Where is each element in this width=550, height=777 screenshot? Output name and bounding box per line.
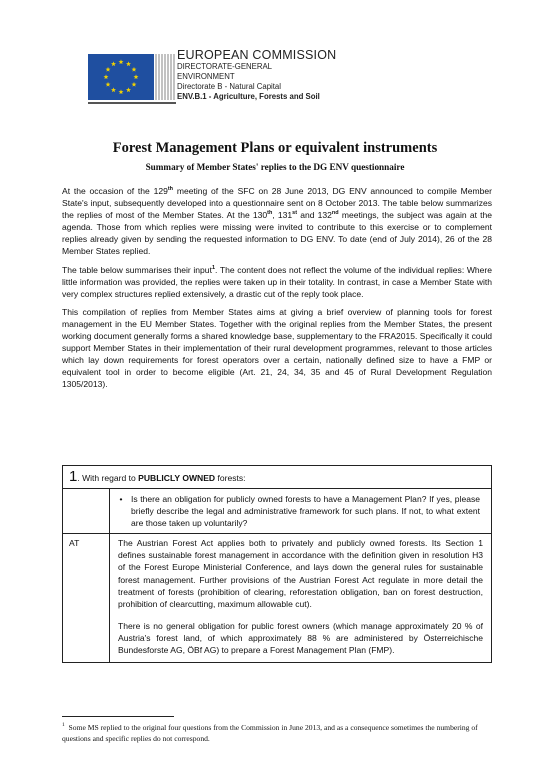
introduction-body <box>62 185 492 397</box>
empty-cell <box>63 489 110 534</box>
answer-country: AT <box>63 534 110 663</box>
answer-paragraph-1: The Austrian Forest Act applies both to privately and publicly owned forests. Its Section 1 defines sustainable forest management in accordance with the definition given in resolution H3 of the Forest Europe Ministerial Conference, and lays down the general rules for sustainable forest management. Further provisions of the Austrian Forest Act regulate in more detail the treatment of forests (prohibition of clearing, reforestation obligation, ban on forest destruction, prohibition of clearcutting, maximum allowable cut). <box>118 538 483 609</box>
footnote-marker: 1 <box>62 722 65 728</box>
intro-paragraph-2 <box>62 264 492 300</box>
question-intro-end: forests: <box>215 473 246 483</box>
question-intro <box>77 473 245 483</box>
question-table <box>62 465 492 663</box>
answer-paragraph-2: There is no general obligation for public forest owners (which manage approximately 20 % of Austria's forest land, of which approximately 88 % are administered by Österreichische Bundesforste AG, ÖBf AG) to prepare a Forest Management Plan (FMP). <box>118 620 483 656</box>
footnote-text: Some MS replied to the original four questions from the Commission in June 2013, and as a consequence sometimes the numbering of questions and specific replies do not correspond. <box>62 723 478 743</box>
footnote-reference[interactable]: 1 <box>211 264 216 271</box>
bullet-icon: • <box>119 494 123 504</box>
intro-paragraph-1 <box>62 185 492 258</box>
footnote-separator <box>62 716 174 717</box>
p1-text-a: At the occasion of the 129 <box>62 186 168 196</box>
p1-text-c: , 131 <box>272 210 293 221</box>
dg-line-2: ENVIRONMENT <box>177 72 235 81</box>
document-subtitle: Summary of Member States' replies to the DG ENV questionnaire <box>145 162 405 172</box>
p1-sup-c: st <box>292 210 298 217</box>
p1-text-d: and 132 <box>297 210 332 221</box>
question-bullet-text: Is there an obligation for publicly owned forests to have a Management Plan? If yes, please briefly describe the legal and administrative framework for such plans. If not, to what extent are those taken up voluntarily? <box>131 494 480 529</box>
p1-sup-d: nd <box>331 210 339 217</box>
question-intro-bold: PUBLICLY OWNED <box>138 473 216 483</box>
p1-sup-a: th <box>167 186 174 192</box>
organisation-header <box>177 48 437 102</box>
p2-text-b: . The content does not reflect the volume of the individual replies: Where little information was provided, the replies were taken up in their totality. In contrast, in case a Member State with very complex structures replied extensively, a drastic cut of the reply took place. <box>62 264 492 299</box>
question-header-cell <box>63 466 492 489</box>
answer-text-cell <box>110 534 492 663</box>
answer-row <box>63 534 492 663</box>
unit-line: ENV.B.1 - Agriculture, Forests and Soil <box>177 92 320 101</box>
document-title: Forest Management Plans or equivalent instruments <box>112 140 438 156</box>
directorate-line: Directorate B - Natural Capital <box>177 82 281 91</box>
dg-line-1: DIRECTORATE-GENERAL <box>177 62 273 71</box>
question-header-row <box>63 466 492 489</box>
question-bullet <box>111 490 490 532</box>
question-bullet-row <box>63 489 492 534</box>
p2-text-a: The table below summarises their input <box>62 264 212 275</box>
question-number: 1 <box>69 468 78 485</box>
p1-text-b: meeting of the SFC on 28 June 2013, DG ENV announced to compile Member State's input, subsequently developed into a questionnaire sent on 8 October 2013. The table below summarizes the replies of most of the Member States. At the 130 <box>62 186 492 221</box>
p1-sup-b: th <box>267 210 273 217</box>
footnote <box>62 722 492 744</box>
commission-name: EUROPEAN COMMISSION <box>177 48 337 62</box>
question-intro-text: . With regard to <box>77 473 139 483</box>
question-bullet-cell <box>110 489 492 534</box>
intro-paragraph-3: This compilation of replies from Member States aims at giving a brief overview of planning tools for forest management in the EU Member States. Together with the original replies from the Member States, the present working document generally forms a shared knowledge base, supplementary to the FRA2015. Specifically it could support Member States in their implementation of their rural development programmes, relevant to those articles which lay down requirements for forest operators over a certain, nationally defined size to have a FMP or equivalent tool in order to become eligible (Art. 21, 24, 34, 35 and 45 of Rural Development Regulation 1305/2013). <box>62 306 492 390</box>
p1-text-e: meetings, the subject was again at the agenda. Those from which replies were missing were invited to contribute to this exercise or to complement replies already given by sending the requested information to DG ENV. To date (end of July 2014), 26 of the 28 Member States replied. <box>62 210 492 257</box>
